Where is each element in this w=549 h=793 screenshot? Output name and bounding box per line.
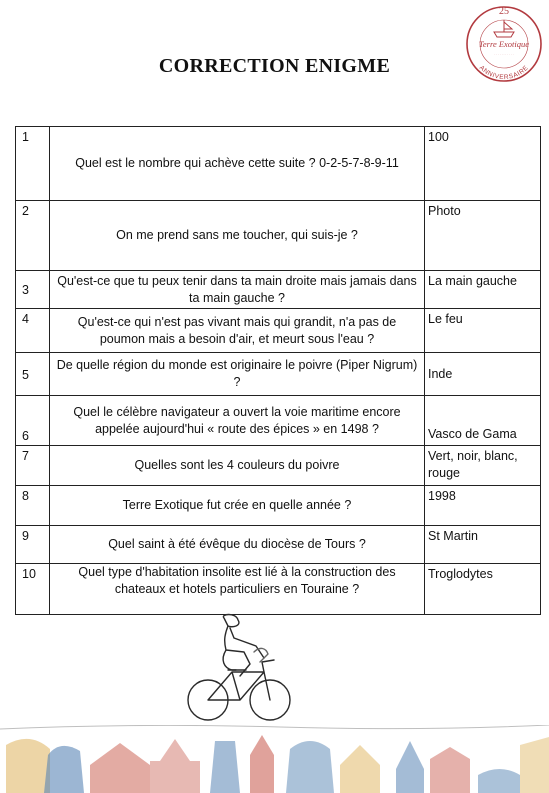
table-row bbox=[16, 564, 541, 615]
question-cell: On me prend sans me toucher, qui suis-je ? bbox=[50, 201, 425, 271]
row-number: 9 bbox=[16, 526, 50, 564]
answer-cell: Vasco de Gama bbox=[425, 396, 541, 446]
question-cell: Qu'est-ce que tu peux tenir dans ta main droite mais jamais dans ta main gauche ? bbox=[50, 271, 425, 309]
answer-cell: La main gauche bbox=[425, 271, 541, 309]
answer-cell: Troglodytes bbox=[425, 564, 541, 615]
anniversary-seal-icon bbox=[462, 2, 546, 86]
question-cell: Quel type d'habitation insolite est lié à la construction des chateaux et hotels particuliers en Touraine ? bbox=[50, 564, 425, 615]
question-cell: Qu'est-ce qui n'est pas vivant mais qui grandit, n'a pas de poumon mais a besoin d'air, et meurt sous l'eau ? bbox=[50, 309, 425, 353]
table-row bbox=[16, 353, 541, 396]
table-row bbox=[16, 526, 541, 564]
terre-exotique-logo bbox=[462, 2, 546, 86]
row-number: 6 bbox=[16, 396, 50, 446]
row-number: 4 bbox=[16, 309, 50, 353]
row-number: 2 bbox=[16, 201, 50, 271]
table-row bbox=[16, 201, 541, 271]
table-row bbox=[16, 271, 541, 309]
answer-cell: Vert, noir, blanc, rouge bbox=[425, 446, 541, 486]
answer-cell: 100 bbox=[425, 127, 541, 201]
answer-cell: St Martin bbox=[425, 526, 541, 564]
row-number: 3 bbox=[16, 271, 50, 309]
answer-cell: Inde bbox=[425, 353, 541, 396]
answer-cell: Le feu bbox=[425, 309, 541, 353]
table-row bbox=[16, 486, 541, 526]
page-title: CORRECTION ENIGME bbox=[158, 55, 391, 77]
question-cell: Quel saint à été évêque du diocèse de Tours ? bbox=[50, 526, 425, 564]
answer-cell: 1998 bbox=[425, 486, 541, 526]
question-cell: Quel est le nombre qui achève cette suite ? 0-2-5-7-8-9-11 bbox=[50, 127, 425, 201]
svg-text:Terre Exotique: Terre Exotique bbox=[478, 39, 530, 49]
travel-illustration-footer bbox=[0, 725, 549, 793]
question-cell: Terre Exotique fut crée en quelle année ? bbox=[50, 486, 425, 526]
question-cell: De quelle région du monde est originaire le poivre (Piper Nigrum) ? bbox=[50, 353, 425, 396]
table-row bbox=[16, 396, 541, 446]
question-cell: Quelles sont les 4 couleurs du poivre bbox=[50, 446, 425, 486]
table-row bbox=[16, 446, 541, 486]
row-number: 5 bbox=[16, 353, 50, 396]
cyclist-illustration bbox=[180, 612, 300, 730]
svg-text:· · · · · · · · · · ·: · · · · · · · · · · · bbox=[494, 52, 514, 56]
table-row bbox=[16, 309, 541, 353]
quiz-table bbox=[15, 126, 541, 615]
row-number: 1 bbox=[16, 127, 50, 201]
row-number: 8 bbox=[16, 486, 50, 526]
table-row bbox=[16, 127, 541, 201]
row-number: 7 bbox=[16, 446, 50, 486]
svg-text:ANNIVERSAIRE: ANNIVERSAIRE bbox=[477, 64, 531, 82]
svg-text:25: 25 bbox=[499, 6, 509, 17]
row-number: 10 bbox=[16, 564, 50, 615]
answer-cell: Photo bbox=[425, 201, 541, 271]
question-cell: Quel le célèbre navigateur a ouvert la voie maritime encore appelée aujourd'hui « route des épices » en 1498 ? bbox=[50, 396, 425, 446]
